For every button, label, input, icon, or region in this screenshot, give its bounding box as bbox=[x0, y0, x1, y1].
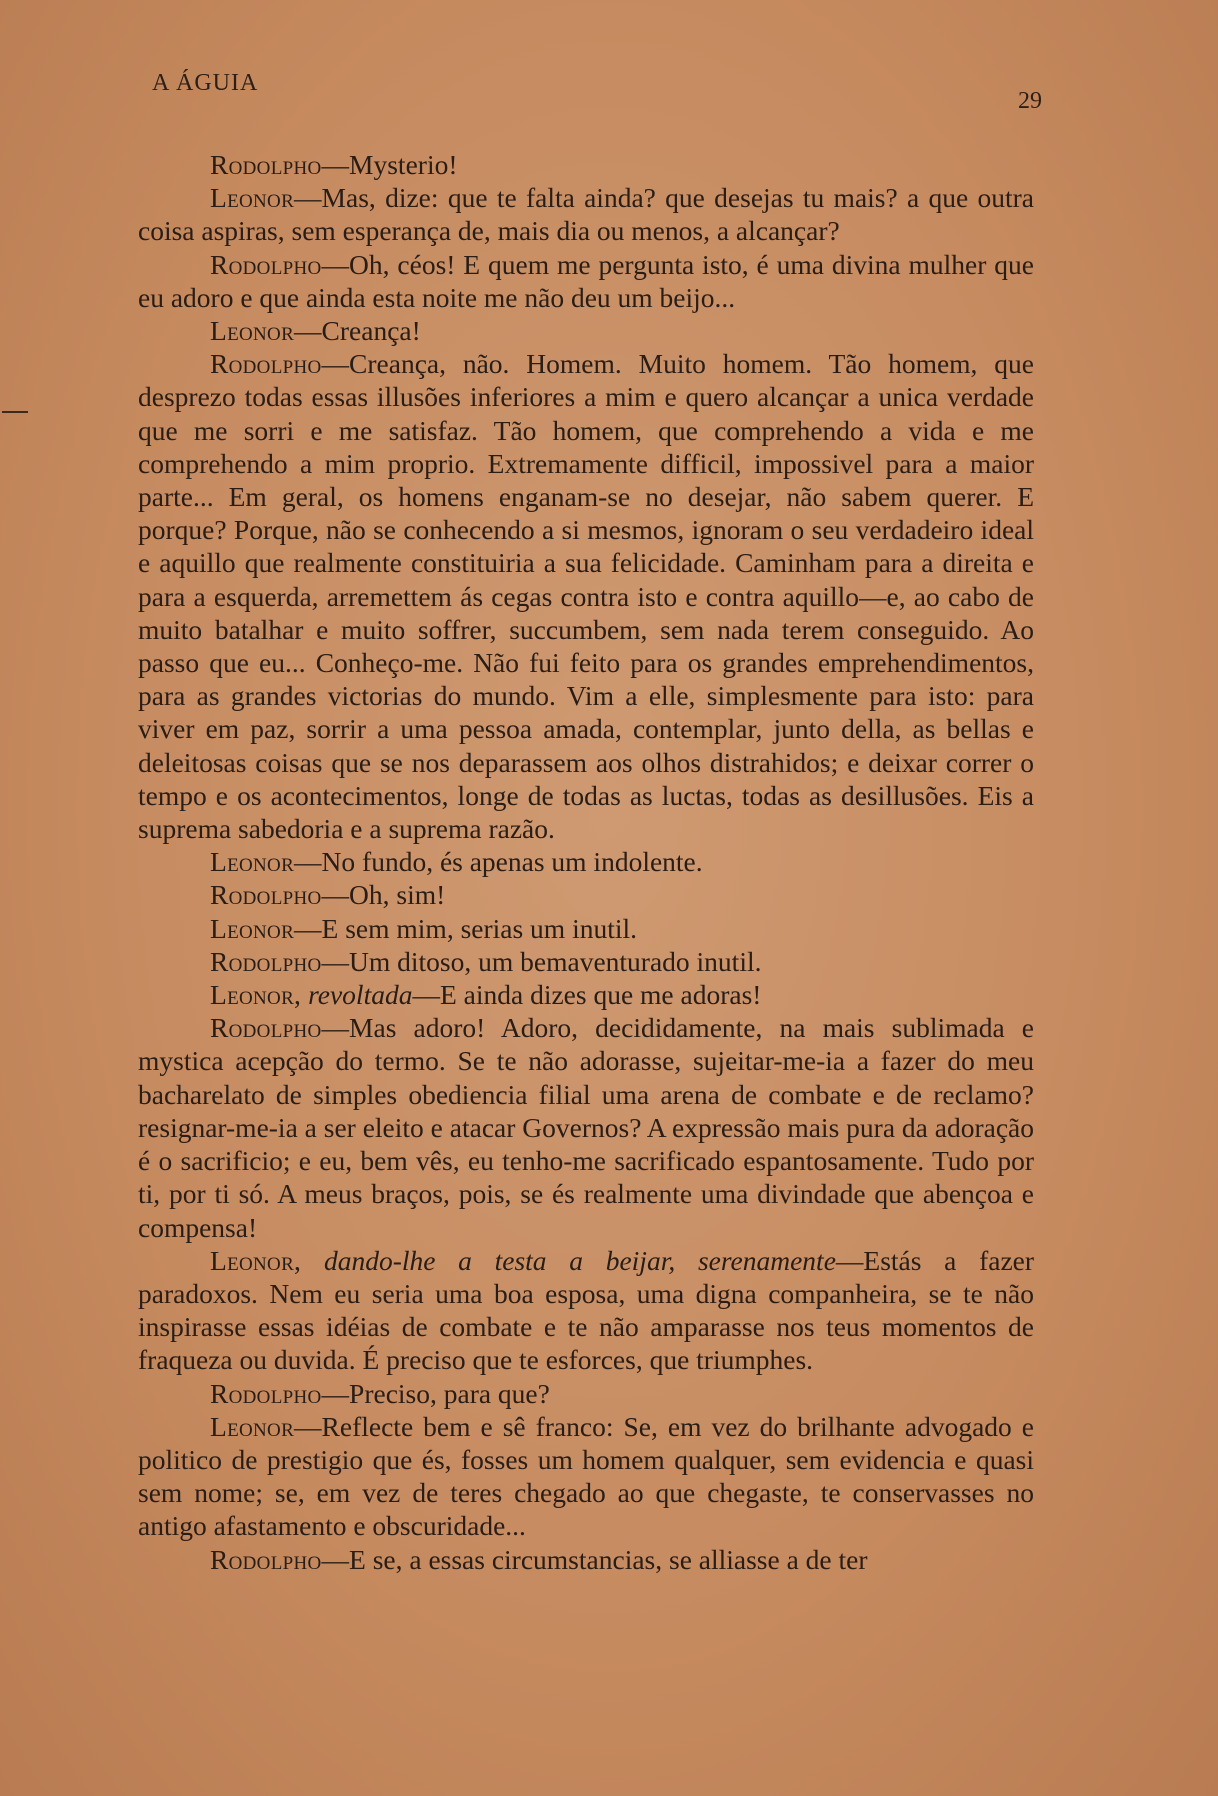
line-text: —E sem mim, serias um inutil. bbox=[294, 912, 638, 944]
speaker-name: Rodolpho bbox=[210, 248, 322, 280]
line-text: —E ainda dizes que me adoras! bbox=[412, 979, 762, 1011]
speaker-name: Leonor, bbox=[210, 979, 302, 1011]
line-text: —Mysterio! bbox=[321, 149, 458, 180]
stage-direction: revoltada bbox=[308, 979, 413, 1011]
dialogue-line bbox=[138, 845, 1034, 878]
speaker-name: Rodolpho bbox=[210, 1377, 322, 1409]
dialogue-line bbox=[138, 978, 1034, 1011]
dialogue-line bbox=[138, 248, 1034, 314]
stage-direction: dando-lhe a testa a beijar, serenamente bbox=[323, 1244, 836, 1276]
speaker-name: Leonor bbox=[210, 1410, 295, 1442]
line-text: —Mas adoro! Adoro, decididamente, na mais sublimada e mystica acepção do termo. Se te não adorasse, sujeitar-me-ia a fazer do meu bacharelato de simples obediencia filial uma arena de combate e de reclamo? resignar-me-ia a ser eleito e atacar Governos? A expressão mais pura da adoração é o sacrificio; e eu, bem vês, eu tenho-me sacrificado espantosamente. Tudo por ti, por ti só. A meus braços, pois, se és realmente uma divindade que abençoa e compensa! bbox=[138, 1012, 1034, 1243]
speaker-name: Rodolpho bbox=[210, 879, 322, 911]
page-number: 29 bbox=[1018, 88, 1042, 114]
speaker-name: Rodolpho bbox=[210, 348, 322, 380]
dialogue-line bbox=[138, 1011, 1034, 1243]
running-title: A ÁGUIA bbox=[152, 70, 259, 96]
dialogue-text bbox=[138, 148, 1034, 1576]
line-text: —Oh, sim! bbox=[321, 879, 446, 911]
speaker-name: Leonor bbox=[210, 846, 295, 878]
line-text: —Mas, dize: que te falta ainda? que desejas tu mais? a que outra coisa aspiras, sem esperança de, mais dia ou menos, a alcançar? bbox=[138, 182, 1034, 247]
dialogue-line bbox=[138, 1543, 1034, 1576]
dialogue-line bbox=[138, 314, 1034, 347]
dialogue-line bbox=[138, 148, 1034, 181]
line-text: —No fundo, és apenas um indolente. bbox=[294, 846, 703, 878]
speaker-name: Rodolpho bbox=[210, 945, 322, 977]
dialogue-line bbox=[138, 347, 1034, 845]
dialogue-line bbox=[138, 1377, 1034, 1410]
speaker-name: Leonor bbox=[210, 315, 295, 347]
dialogue-line bbox=[138, 945, 1034, 978]
line-text: —Um ditoso, um bemaventurado inutil. bbox=[321, 945, 762, 977]
speaker-name: Leonor bbox=[210, 182, 295, 214]
speaker-name: Rodolpho bbox=[210, 1543, 322, 1575]
speaker-name: Leonor, bbox=[210, 1244, 302, 1276]
line-text: —Preciso, para que? bbox=[321, 1377, 550, 1409]
line-text: —Reflecte bem e sê franco: Se, em vez do brilhante advogado e politico de prestigio que és, fosses um homem qualquer, sem evidencia e quasi sem nome; se, em vez de teres chegado ao que chegaste, te conservasses no antigo afastamento e obscuridade... bbox=[138, 1410, 1034, 1542]
dialogue-line bbox=[138, 181, 1034, 247]
speaker-name: Rodolpho bbox=[210, 149, 322, 180]
dialogue-line bbox=[138, 912, 1034, 945]
dialogue-line bbox=[138, 1244, 1034, 1377]
dialogue-line bbox=[138, 878, 1034, 911]
line-text: —Creança! bbox=[294, 315, 421, 347]
dialogue-line bbox=[138, 1410, 1034, 1543]
line-text: —Oh, céos! E quem me pergunta isto, é uma divina mulher que eu adoro e que ainda esta noite me não deu um beijo... bbox=[138, 248, 1034, 313]
line-text: —Estás a fazer paradoxos. Nem eu seria uma boa esposa, uma digna companheira, se te não inspirasse essas idéias de combate e te não amparasse nos teus momentos de fraqueza ou duvida. É preciso que te esforces, que triumphes. bbox=[138, 1244, 1035, 1376]
line-text: —E se, a essas circumstancias, se alliasse a de ter bbox=[321, 1543, 868, 1575]
speaker-name: Leonor bbox=[210, 912, 295, 944]
line-text: —Creança, não. Homem. Muito homem. Tão homem, que desprezo todas essas illusões inferiores a mim e quero alcançar a unica verdade que me sorri e me satisfaz. Tão homem, que comprehendo a vida e me comprehendo a mim proprio. Extremamente difficil, impossivel para a maior parte... Em geral, os homens enganam-se no desejar, não sabem querer. E porque? Porque, não se conhecendo a si mesmos, ignoram o seu verdadeiro ideal e aquillo que realmente constituiria a sua felicidade. Caminham para a direita e para a esquerda, arremettem ás cegas contra isto e contra aquillo—e, ao cabo de muito batalhar e muito soffrer, succumbem, sem nada terem conseguido. Ao passo que eu... Conheço-me. Não fui feito para os grandes emprehendimentos, para as grandes victorias do mundo. Vim a elle, simplesmente para isto: para viver em paz, sorrir a uma pessoa amada, contemplar, junto della, as bellas e deleitosas coisas que se nos deparassem aos olhos distrahidos; e deixar correr o tempo e os acontecimentos, longe de todas as luctas, todas as desillusões. Eis a suprema sabedoria e a suprema razão. bbox=[138, 348, 1034, 845]
speaker-name: Rodolpho bbox=[210, 1012, 322, 1044]
margin-mark bbox=[2, 411, 28, 413]
